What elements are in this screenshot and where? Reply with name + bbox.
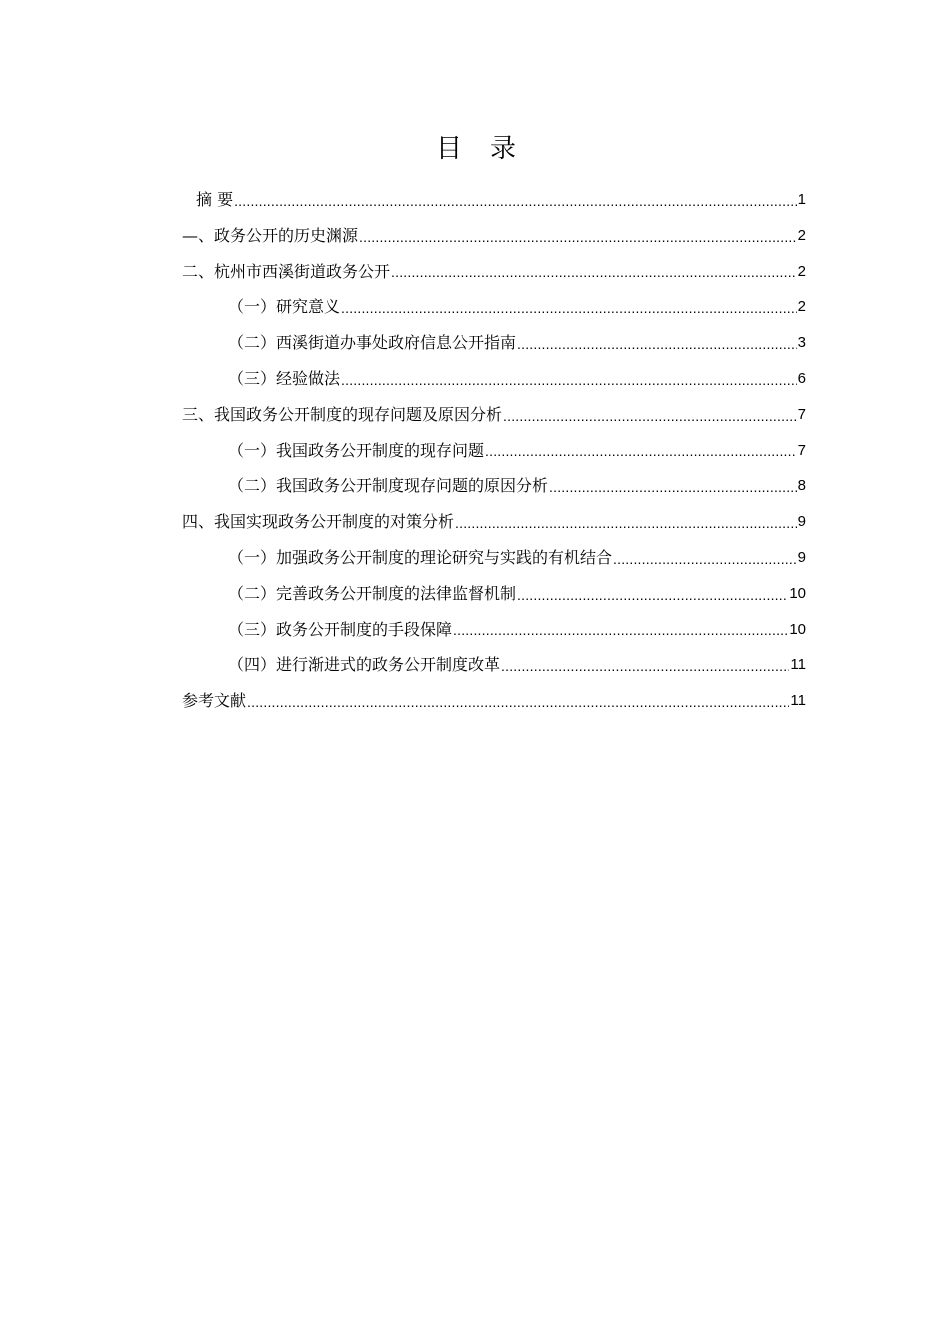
toc-page-number: 2 [797,226,806,244]
toc-entry-section-3-1[interactable] [182,433,806,469]
toc-dot-leader [485,435,797,468]
toc-dot-leader [247,686,789,719]
toc-dot-leader [453,614,788,647]
toc-entry-text: （二）西溪街道办事处政府信息公开指南 [228,333,517,353]
toc-entry-section-4-3[interactable] [182,612,806,648]
toc-page-number: 11 [790,656,806,674]
toc-dot-leader [549,471,797,504]
toc-page-number: 10 [789,620,806,638]
toc-page-number: 9 [797,548,806,566]
toc-entry-text: 四、我国实现政务公开制度的对策分析 [182,512,455,532]
toc-entry-text: （二）我国政务公开制度现存问题的原因分析 [228,476,549,496]
toc-page-number: 9 [797,513,806,531]
toc-entry-text: （三）政务公开制度的手段保障 [228,619,453,639]
toc-dot-leader [234,185,797,218]
toc-entry-text: （二）完善政务公开制度的法律监督机制 [228,583,517,603]
page-title: 目录 [435,134,544,164]
toc-page-number: 3 [797,334,806,352]
toc-dot-leader [341,364,797,397]
toc-dot-leader [517,579,788,612]
toc-dot-leader [391,256,797,289]
toc-entry-text: （四）进行渐进式的政务公开制度改革 [228,655,501,675]
toc-page-number: 8 [797,477,806,495]
toc-dot-leader [613,543,797,576]
toc-page-number: 2 [797,262,806,280]
toc-entry-section-4-1[interactable] [182,540,806,576]
toc-entry-section-2-3[interactable] [182,361,806,397]
toc-entry-references[interactable] [182,683,806,719]
toc-entry-section-4-2[interactable] [182,576,806,612]
toc-entry-text: （一）加强政务公开制度的理论研究与实践的有机结合 [228,547,613,567]
toc-entry-section-3-2[interactable] [182,468,806,504]
toc-entry-text: （三）经验做法 [228,368,341,388]
toc-entry-section-2-1[interactable] [182,289,806,325]
toc-entry-section-4[interactable] [182,504,806,540]
table-of-contents [182,182,806,719]
toc-entry-text: 参考文献 [182,691,247,711]
toc-page-number: 10 [789,584,806,602]
toc-page-number: 6 [797,369,806,387]
toc-page-number: 7 [797,405,806,423]
toc-entry-text: （一）我国政务公开制度的现存问题 [228,440,485,460]
toc-page-number: 2 [797,298,806,316]
toc-page-number: 1 [797,191,806,208]
toc-entry-section-2-2[interactable] [182,325,806,361]
toc-dot-leader [359,221,797,254]
toc-entry-text: （一）研究意义 [228,297,341,317]
toc-page-number: 7 [797,441,806,459]
toc-entry-section-3[interactable] [182,397,806,433]
toc-page-number: 11 [790,692,806,710]
toc-entry-section-1[interactable] [182,218,806,254]
toc-entry-abstract[interactable] [182,182,806,218]
toc-entry-text: 三、我国政务公开制度的现存问题及原因分析 [182,404,503,424]
toc-entry-section-4-4[interactable] [182,647,806,683]
toc-dot-leader [455,507,797,540]
toc-entry-text: —、政务公开的历史渊源 [182,225,359,245]
toc-entry-text: 摘 要 [196,190,234,209]
toc-dot-leader [503,400,797,433]
toc-dot-leader [341,292,797,325]
toc-entry-text: 二、杭州市西溪街道政务公开 [182,261,391,281]
toc-dot-leader [517,328,797,361]
toc-dot-leader [501,650,789,683]
toc-entry-section-2[interactable] [182,254,806,290]
